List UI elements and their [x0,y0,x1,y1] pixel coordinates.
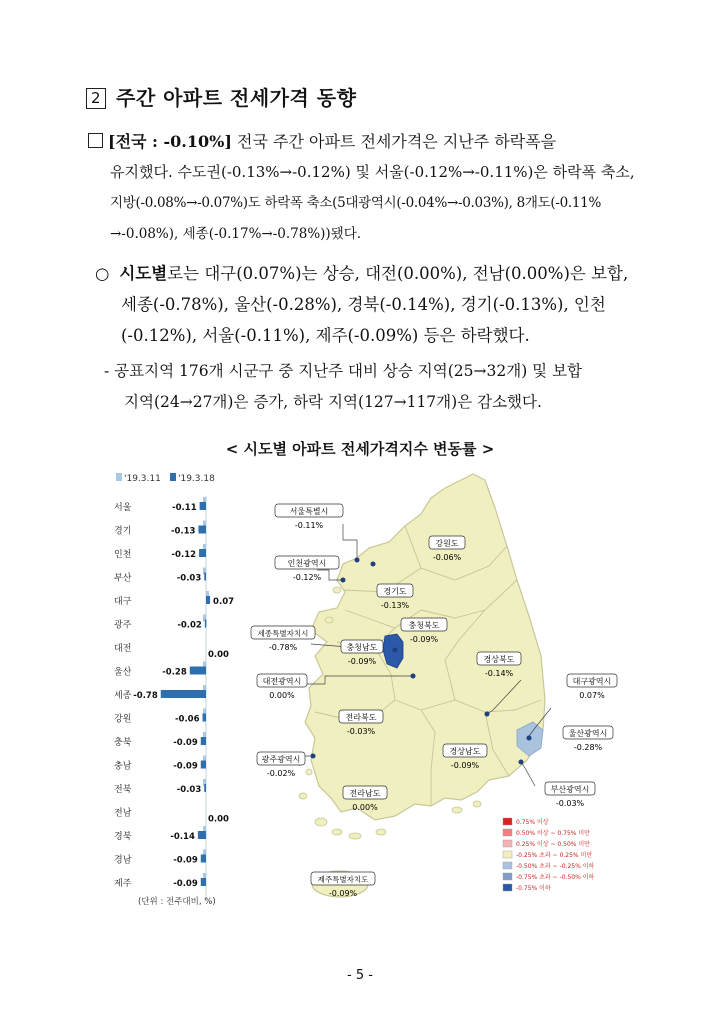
chart-category-label: 광주 [114,620,132,631]
svg-text:-0.03%: -0.03% [346,727,376,736]
svg-text:-0.03%: -0.03% [555,799,585,808]
map-label-gyeonggi [377,584,413,610]
svg-text:경상북도: 경상북도 [483,655,515,664]
chart-value-label: -0.14 [170,832,195,842]
figure-title: < 시도별 아파트 전세가격지수 변동률 > [225,440,495,458]
svg-text:충청남도: 충청남도 [346,643,378,652]
svg-text:충청북도: 충청북도 [408,621,440,630]
chart-value-label: 0.00 [208,650,229,660]
svg-text:세종특별자치시: 세종특별자치시 [257,629,309,638]
chart-category-label: 대전 [114,644,132,654]
legend-swatch-prev [116,473,122,481]
summary-line-4: →-0.08%), 세종(-0.17%→-0.78%))됐다. [110,226,362,242]
chart-bar [198,526,206,534]
korea-map [245,460,650,920]
svg-text:광주광역시: 광주광역시 [261,755,301,764]
svg-text:-0.28%: -0.28% [573,743,603,752]
chart-value-label: -0.28 [162,667,187,678]
section-number: 2 [86,88,106,109]
chart-value-label: -0.06 [175,714,200,725]
svg-text:-0.09%: -0.09% [347,657,377,666]
chart-bar [206,596,210,604]
svg-text:부산광역시: 부산광역시 [550,785,590,794]
chart-value-label: -0.03 [176,573,202,584]
map-legend [503,818,594,892]
bullet-line-1: ○ 시도별로는 대구(0.07%)는 상승, 대전(0.00%), 전남(0.00%)은 보합, [95,264,629,283]
chart-value-label: -0.03 [176,785,202,795]
svg-text:0.00%: 0.00% [269,691,295,700]
chart-bar [201,761,206,769]
chart-value-label: 0.07 [213,597,235,607]
map-legend-label: 0.50% 이상 ~ 0.75% 미만 [516,830,590,837]
map-legend-swatch [503,884,512,891]
chart-category-label: 인천 [114,550,132,560]
map-legend-swatch [503,851,512,858]
map-label-incheon [275,556,339,582]
chart-bar [201,855,206,863]
svg-text:울산광역시: 울산광역시 [568,729,608,738]
bullet-line-3: (-0.12%), 서울(-0.11%), 제주(-0.09%) 등은 하락했다. [121,326,530,345]
legend-swatch-curr [170,473,176,481]
map-legend-swatch [503,862,512,869]
chart-bar [190,667,206,675]
map-label-ulsan [563,726,613,752]
svg-text:전라남도: 전라남도 [349,789,381,798]
svg-text:0.00%: 0.00% [352,803,378,812]
svg-text:경기도: 경기도 [383,587,407,596]
svg-text:제주특별자치도: 제주특별자치도 [317,875,369,884]
chart-category-label: 전남 [114,808,132,819]
checkbox-icon [88,133,103,148]
svg-text:-0.02%: -0.02% [266,769,296,778]
svg-text:서울특별시: 서울특별시 [289,507,329,516]
svg-text:-0.09%: -0.09% [409,635,439,644]
chart-bars [114,496,234,900]
chart-bar [204,573,206,581]
chart-bar [204,784,206,792]
map-label-daejeon [257,674,307,700]
svg-text:-0.12%: -0.12% [292,573,322,582]
svg-text:대전광역시: 대전광역시 [262,677,302,686]
map-legend-label: -0.50% 초과 ~ -0.25% 이하 [516,863,595,870]
svg-text:전라북도: 전라북도 [345,713,377,722]
svg-text:강원도: 강원도 [435,539,459,548]
legend-label-prev: '19.3.11 [124,474,161,484]
map-legend-label: -0.75% 이하 [516,885,551,892]
map-legend-label: -0.75% 초과 ~ -0.50% 이하 [516,874,595,881]
chart-category-label: 서울 [114,503,132,513]
chart-bar [198,831,206,839]
svg-text:-0.09%: -0.09% [450,761,480,770]
svg-text:경상남도: 경상남도 [449,747,481,756]
chart-value-label: -0.02 [177,620,202,631]
bullet-line-2: 세종(-0.78%), 울산(-0.28%), 경북(-0.14%), 경기(-0.13%), 인천 [121,295,606,314]
map-legend-swatch [503,840,512,847]
map-label-busan [545,782,595,808]
chart-bar [199,549,206,557]
map-legend-swatch [503,829,512,836]
chart-category-label: 제주 [114,879,132,889]
summary-line-3: 지방(-0.08%→-0.07%)도 하락폭 축소(5대광역시(-0.04%→-0.03%), 8개도(-0.11% [110,195,601,211]
chart-bar [200,502,206,510]
map-label-sejong [251,626,315,652]
chart-unit-note: (단위 : 전주대비, %) [138,897,216,907]
summary-paragraph [88,126,648,250]
map-legend-swatch [503,873,512,880]
svg-text:인천광역시: 인천광역시 [287,559,327,568]
summary-line-2: 유지했다. 수도권(-0.13%→-0.12%) 및 서울(-0.12%→-0.11%)은 하락폭 축소, [110,163,635,181]
map-label-gwangju [257,752,305,778]
chart-value-label: -0.09 [173,879,198,889]
chart-category-label: 부산 [114,573,132,584]
chart-value-label: -0.78 [133,691,158,701]
page-number: - 5 - [347,968,373,983]
section-title: 주간 아파트 전세가격 동향 [116,86,357,110]
map-label-seoul [275,504,343,530]
map-label-gangwon [429,536,465,562]
svg-text:0.07%: 0.07% [579,691,605,700]
chart-bar [201,878,206,886]
map-legend-label: 0.75% 이상 [516,819,549,826]
svg-text:대구광역시: 대구광역시 [572,677,612,686]
map-label-daegu [567,674,617,700]
chart-category-label: 대구 [114,597,132,607]
summary-line-1: [전국 : -0.10%] 전국 주간 아파트 전세가격은 지난주 하락폭을 [88,126,648,157]
chart-category-label: 경남 [114,855,132,866]
chart-value-label: 0.00 [208,814,229,825]
chart-category-label: 경북 [114,832,132,842]
map-label-jeju [311,872,375,898]
chart-bar [161,690,206,698]
dash-line-1: - 공표지역 176개 시군구 중 지난주 대비 상승 지역(25→32개) 및 보합 [104,362,583,380]
dash-paragraph [104,356,649,418]
svg-text:-0.11%: -0.11% [294,521,324,530]
chart-value-label: -0.12 [171,550,197,560]
chart-bar [205,620,207,628]
chart-category-label: 전북 [114,785,132,795]
chart-bar [203,714,206,722]
chart-legend [116,473,215,484]
svg-text:-0.13%: -0.13% [380,601,410,610]
chart-value-label: -0.09 [173,855,198,866]
chart-value-label: -0.13 [170,526,196,537]
chart-value-label: -0.09 [173,761,198,772]
svg-text:-0.09%: -0.09% [328,889,358,898]
map-legend-label: -0.25% 초과 ~ 0.25% 미만 [516,852,593,859]
chart-category-label: 충북 [114,738,132,748]
chart-value-label: -0.11 [172,503,197,513]
chart-category-label: 세종 [114,691,132,701]
circle-bullet-icon: ○ [95,264,110,283]
legend-label-curr: '19.3.18 [178,474,215,484]
map-legend-label: 0.25% 이상 ~ 0.50% 미만 [516,841,590,848]
chart-category-label: 경기 [114,526,132,537]
dash-line-2: 지역(24→27개)은 증가, 하락 지역(127→117개)은 감소했다. [124,393,542,411]
summary-national: [전국 : -0.10%] [108,132,232,151]
chart-category-label: 강원 [114,714,132,725]
chart-bar [201,737,206,745]
map-legend-swatch [503,818,512,825]
section-heading [86,82,356,111]
bar-chart [110,468,240,908]
svg-text:-0.06%: -0.06% [432,553,462,562]
chart-category-label: 충남 [114,761,132,772]
bullet-bold: 시도별 [119,264,168,283]
chart-value-label: -0.09 [173,738,198,748]
svg-text:-0.78%: -0.78% [268,643,298,652]
svg-text:-0.14%: -0.14% [484,669,514,678]
chart-category-label: 울산 [114,667,132,678]
bullet-paragraph [95,258,647,351]
